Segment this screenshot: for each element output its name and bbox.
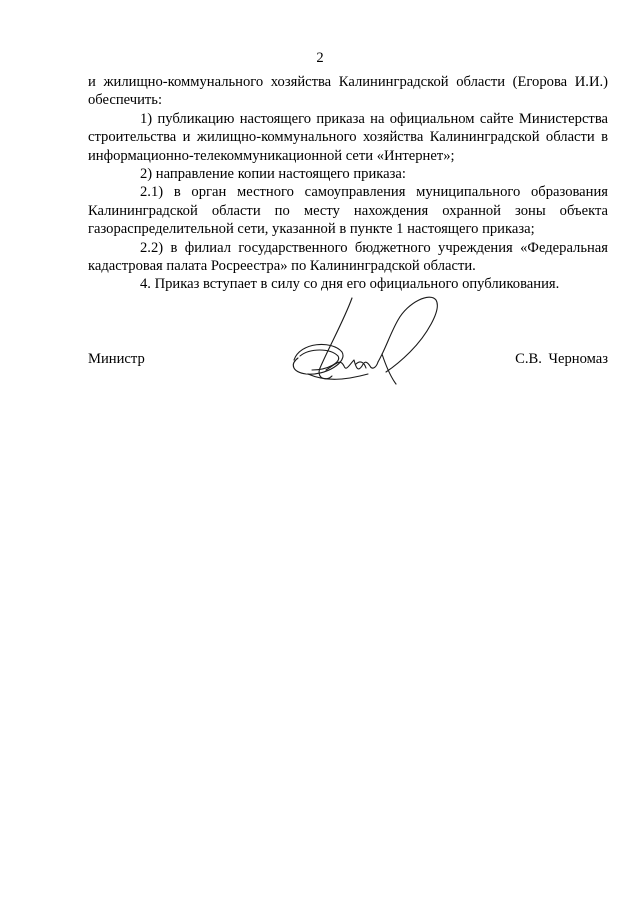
page-number: 2 xyxy=(316,50,324,66)
document-body xyxy=(88,73,608,294)
paragraph-continuation: и жилищно-коммунального хозяйства Калининградской области (Егорова И.И.) обеспечить: xyxy=(88,74,608,109)
paragraph-item-4: 4. Приказ вступает в силу со дня его официального опубликования. xyxy=(140,276,560,293)
signer-name: С.В. Черномаз xyxy=(515,351,608,367)
paragraph-item-2: 2) направление копии настоящего приказа: xyxy=(140,166,406,183)
paragraph-item-2-2: 2.2) в филиал государственного бюджетного учреждения «Федеральная кадастровая палата Росреестра» по Калининградской области. xyxy=(88,239,608,275)
signer-title: Министр xyxy=(88,351,145,367)
paragraph-item-1: 1) публикацию настоящего приказа на официальном сайте Министерства строительства и жилищно-коммунального хозяйства Калининградской области в информационно-телекоммуникационной сети «Интернет»; xyxy=(88,110,608,164)
handwritten-signature xyxy=(286,290,446,390)
paragraph-item-2-1: 2.1) в орган местного самоуправления муниципального образования Калининградской области по месту нахождения охранной зоны объекта газораспределительной сети, указанной в пункте 1 настоящего приказа; xyxy=(88,184,608,238)
